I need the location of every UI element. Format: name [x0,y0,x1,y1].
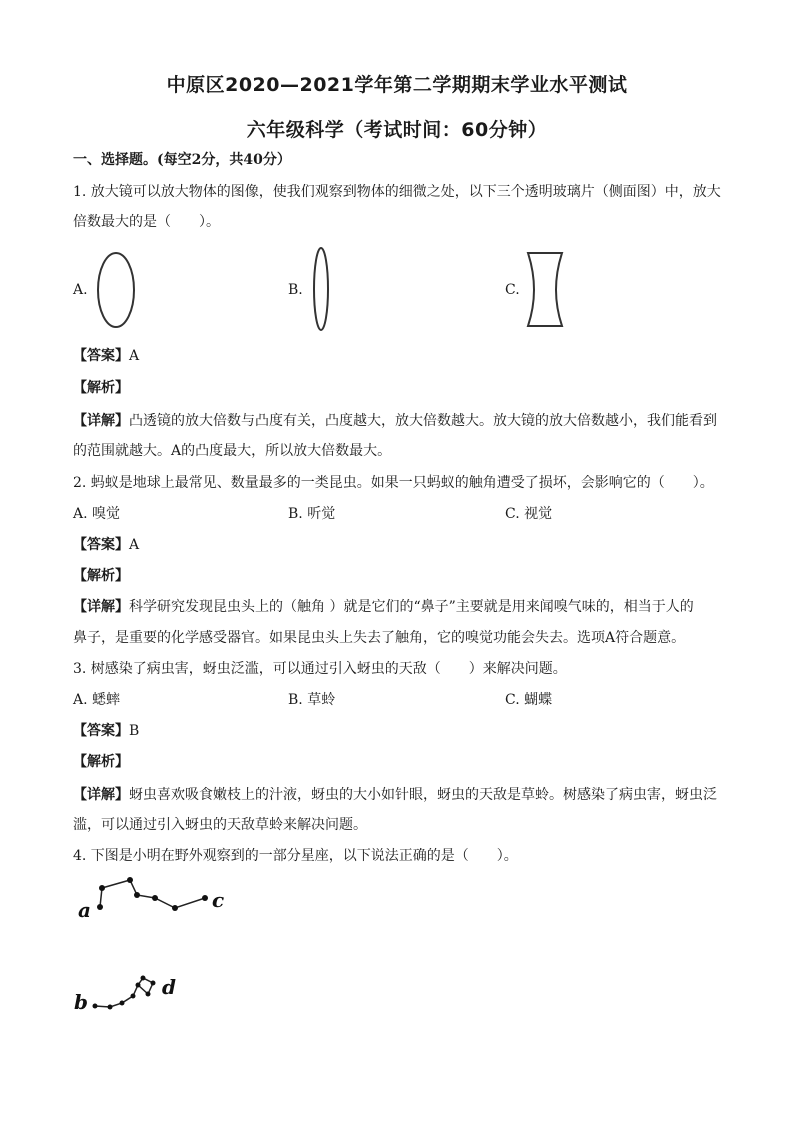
star [134,892,140,898]
q3-option-a: A. 蟋蟀 [73,692,121,708]
star-label-c: c [212,888,225,912]
star [172,905,178,911]
star-label-a: a [78,898,91,922]
q2-option-b: B. 听觉 [288,506,336,522]
q3-option-c: C. 蝴蝶 [505,692,553,708]
q3-detail-text: 蚜虫喜欢吸食嫩枝上的汁液，蚜虫的大小如针眼，蚜虫的天敌是草蛉。树感染了病虫害，蚜虫泛 [129,787,717,803]
q2-answer-value: A [129,537,140,553]
q1-option-a-letter: A. [73,282,88,298]
answer-label: 【答案】 [73,537,129,553]
q3-analysis-label: 【解析】 [73,754,129,770]
q2-option-c: C. 视觉 [505,506,553,522]
exam-subtitle: 六年级科学（考试时间：60分钟） [246,119,548,141]
star [97,904,103,910]
constellation-lower [74,975,176,1014]
star [131,994,136,999]
q1-stem-line2: 倍数最大的是（ ）。 [73,214,220,230]
q1-detail-text: 凸透镜的放大倍数与凸度有关，凸度越大，放大倍数越大。放大镜的放大倍数越小，我们能看到 [129,413,717,429]
star [93,1004,98,1009]
q1-stem-line1: 1. 放大镜可以放大物体的图像，使我们观察到物体的细微之处，以下三个透明玻璃片（侧面图）中，放大 [73,184,721,200]
star [152,895,158,901]
q2-analysis-label: 【解析】 [73,568,129,584]
q2-detail-text: 科学研究发现昆虫头上的（触角 ）就是它们的“鼻子”主要就是用来闻嗅气味的，相当于人的 [129,599,694,615]
star [141,976,146,981]
q1-option-b-letter: B. [288,282,303,298]
q1-answer-value: A [129,348,140,364]
constellation-upper [78,877,224,922]
detail-label: 【详解】 [73,787,129,803]
star [151,981,156,986]
star [136,983,141,988]
section-heading: 一、选择题。(每空2分，共40分） [73,152,291,168]
star [202,895,208,901]
q3-option-b: B. 草蛉 [288,692,336,708]
q1-analysis-label: 【解析】 [73,380,129,396]
exam-title: 中原区2020—2021学年第二学期期末学业水平测试 [166,74,628,96]
star [108,1005,113,1010]
q3-detail-line2: 滥，可以通过引入蚜虫的天敌草蛉来解决问题。 [73,817,367,833]
detail-label: 【详解】 [73,599,129,615]
star-label-d: d [162,975,176,999]
star [99,885,105,891]
q2-stem: 2. 蚂蚁是地球上最常见、数量最多的一类昆虫。如果一只蚂蚁的触角遭受了损坏，会影响它的（ ）。 [73,475,714,491]
q3-stem: 3. 树感染了病虫害，蚜虫泛滥，可以通过引入蚜虫的天敌（ ）来解决问题。 [73,661,567,677]
star-label-b: b [74,990,88,1014]
star [120,1001,125,1006]
detail-label: 【详解】 [73,413,129,429]
q2-detail-line2: 鼻子，是重要的化学感受器官。如果昆虫头上失去了触角，它的嗅觉功能会失去。选项A符合题意。 [73,630,686,646]
q3-answer-value: B [129,723,140,739]
q4-stem: 4. 下图是小明在野外观察到的一部分星座，以下说法正确的是（ ）。 [73,848,518,864]
answer-label: 【答案】 [73,348,129,364]
star [146,992,151,997]
q2-option-a: A. 嗅觉 [73,506,121,522]
answer-label: 【答案】 [73,723,129,739]
q1-option-c-letter: C. [505,282,520,298]
star [127,877,133,883]
q1-detail-line2: 的范围就越大。A的凸度最大，所以放大倍数最大。 [73,443,392,459]
